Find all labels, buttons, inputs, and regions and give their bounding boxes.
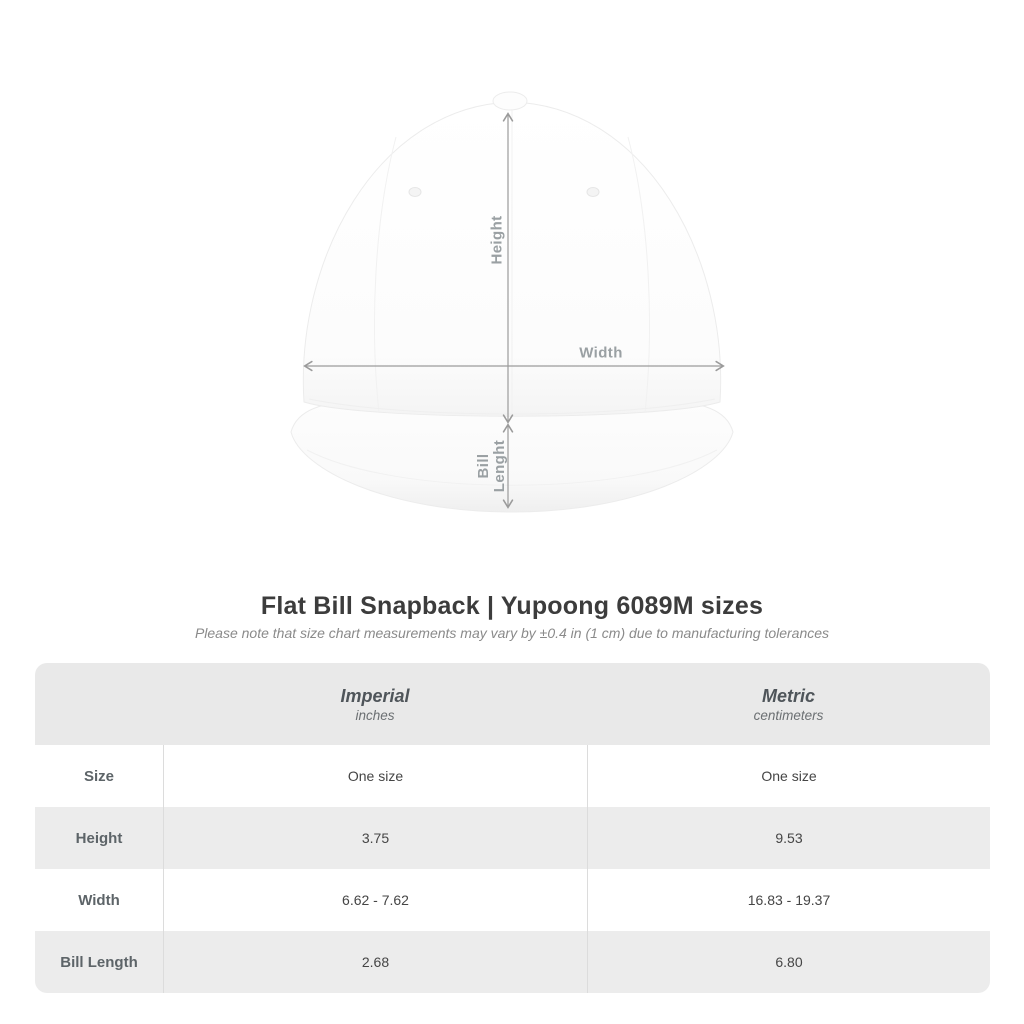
hat-bill [291, 404, 733, 512]
metric-value: 6.80 [587, 931, 990, 993]
row-label: Bill Length [60, 953, 138, 971]
imperial-column-sublabel: inches [355, 708, 395, 723]
page-subtitle: Please note that size chart measurements may vary by ±0.4 in (1 cm) due to manufacturing tolerances [194, 625, 830, 641]
hat-eyelet-right [587, 188, 599, 197]
size-table-header-metric [587, 663, 990, 745]
size-table-header-corner [35, 663, 163, 745]
bill-length-label-line2: Lenght [491, 439, 508, 493]
bill-length-measure-label [476, 440, 508, 492]
metric-value: 16.83 - 19.37 [587, 869, 990, 931]
height-measure-label: Height [488, 215, 506, 265]
metric-column-label: Metric [761, 686, 815, 706]
imperial-value: 2.68 [163, 931, 587, 993]
page-title: Flat Bill Snapback | Yupoong 6089M sizes [260, 592, 764, 620]
bill-length-label-line1: Bill [475, 453, 492, 479]
table-row-bill-length [35, 931, 990, 993]
metric-value: 9.53 [587, 807, 990, 869]
row-label: Height [75, 829, 123, 847]
hat-top-button [493, 92, 527, 110]
row-label: Size [83, 767, 114, 785]
hat-eyelet-left [409, 188, 421, 197]
table-row-width [35, 869, 990, 931]
imperial-value: 6.62 - 7.62 [163, 869, 587, 931]
metric-column-sublabel: centimeters [753, 708, 824, 723]
table-row-height [35, 807, 990, 869]
metric-value: One size [587, 745, 990, 807]
imperial-value: 3.75 [163, 807, 587, 869]
size-table-header-imperial [163, 663, 587, 745]
size-table [35, 663, 990, 993]
hat-illustration [277, 80, 747, 520]
width-measure-label: Width [579, 344, 623, 362]
row-label: Width [78, 891, 120, 909]
size-table-header [35, 663, 990, 745]
table-row-size [35, 745, 990, 807]
hat-product-diagram [277, 80, 747, 520]
imperial-value: One size [163, 745, 587, 807]
imperial-column-label: Imperial [340, 686, 410, 706]
